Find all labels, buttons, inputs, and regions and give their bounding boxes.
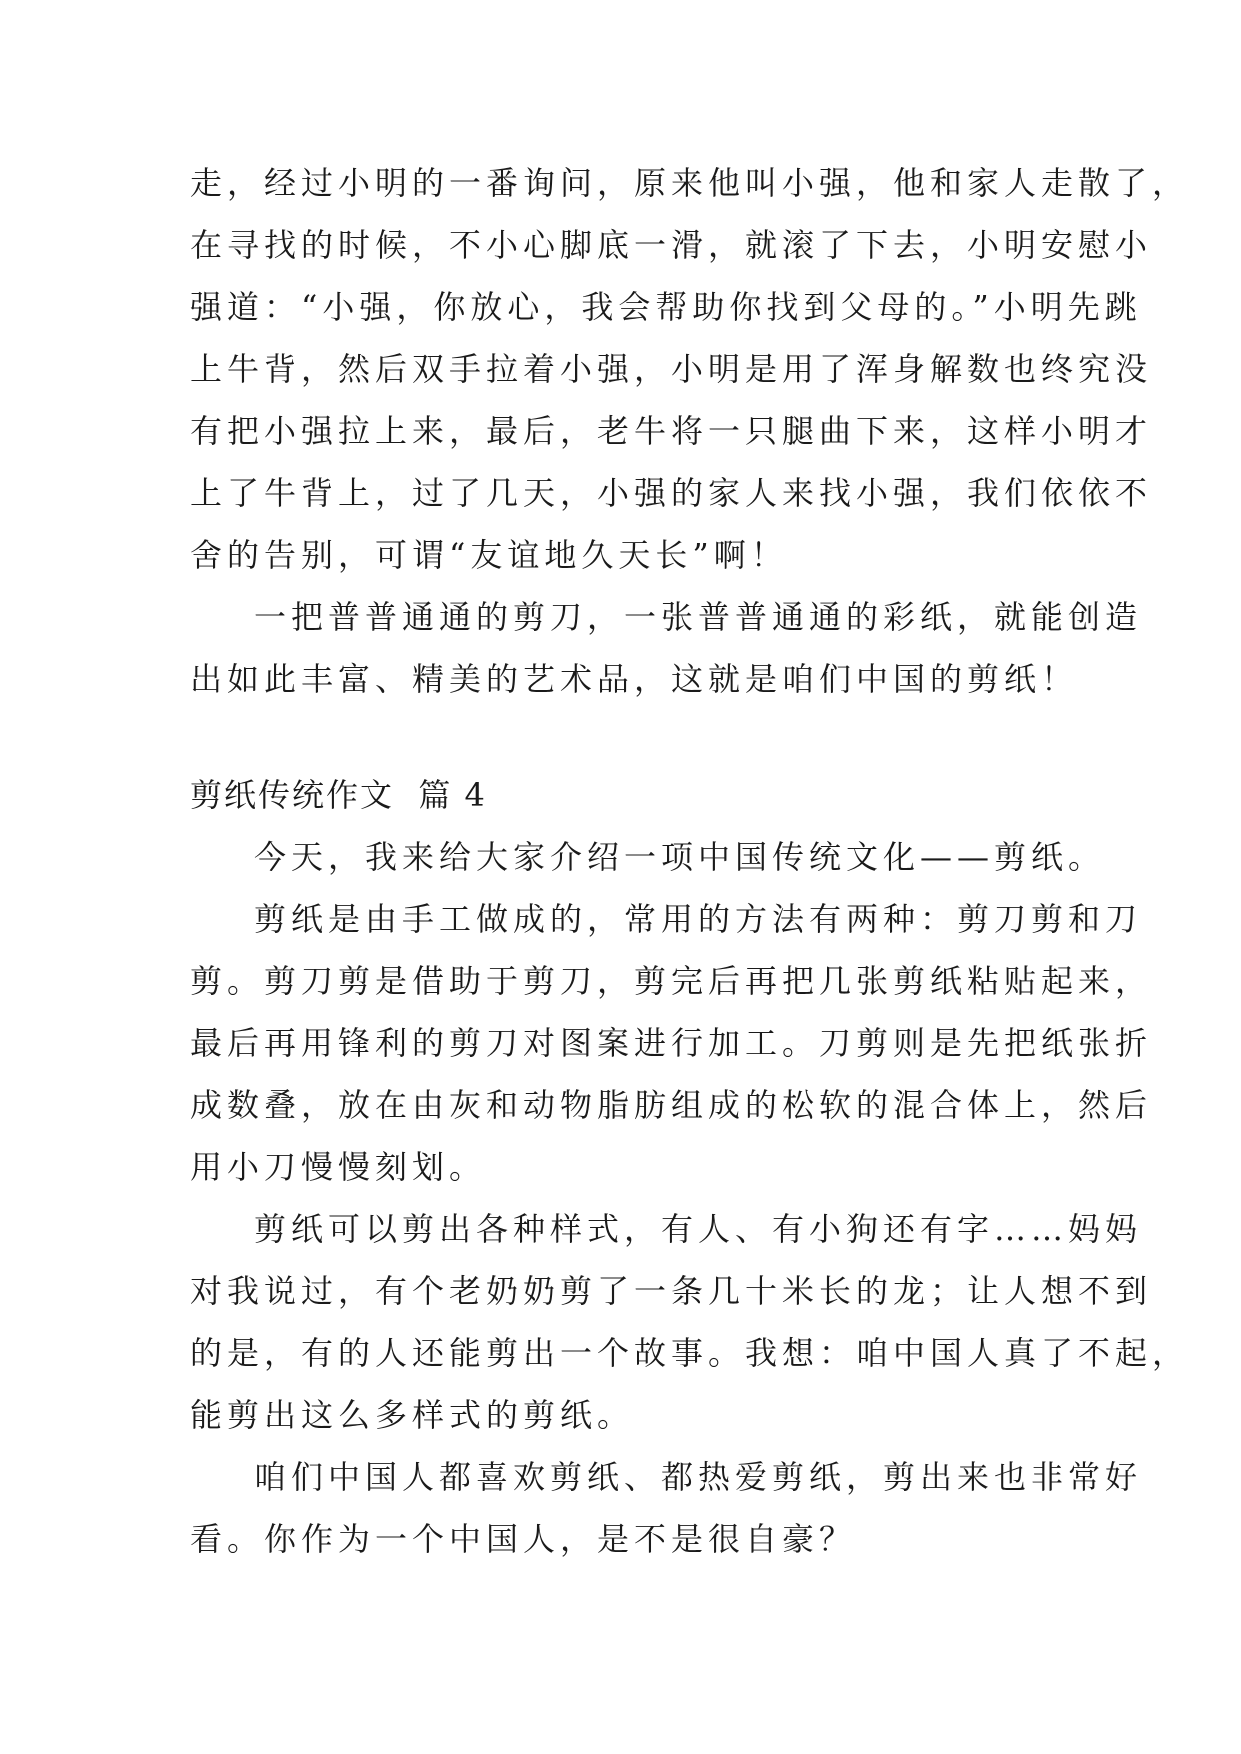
paragraph-f-line: 看。你作为一个中国人，是不是很自豪？: [190, 1520, 857, 1558]
paragraph-b-line: 出如此丰富、精美的艺术品，这就是咱们中国的剪纸！: [190, 660, 1079, 698]
paragraph-f-line: 咱们中国人都喜欢剪纸、都热爱剪纸，剪出来也非常好: [254, 1458, 1143, 1496]
paragraph-a-line: 有把小强拉上来，最后，老牛将一只腿曲下来，这样小明才: [190, 412, 1153, 450]
paragraph-e-line: 剪纸可以剪出各种样式，有人、有小狗还有字……妈妈: [254, 1210, 1143, 1248]
paragraph-a-line: 走，经过小明的一番询问，原来他叫小强，他和家人走散了，: [190, 164, 1190, 202]
paragraph-d-line: 剪纸是由手工做成的，常用的方法有两种：剪刀剪和刀: [254, 900, 1143, 938]
paragraph-a-line: 上牛背，然后双手拉着小强，小明是用了浑身解数也终究没: [190, 350, 1153, 388]
paragraph-e-line: 的是，有的人还能剪出一个故事。我想：咱中国人真了不起，: [190, 1334, 1190, 1372]
section-title: 剪纸传统作文 篇 4: [190, 776, 487, 814]
paragraph-d-line: 最后再用锋利的剪刀对图案进行加工。刀剪则是先把纸张折: [190, 1024, 1153, 1062]
paragraph-a-line: 舍的告别，可谓“友谊地久天长”啊！: [190, 536, 788, 574]
paragraph-e-line: 对我说过，有个老奶奶剪了一条几十米长的龙；让人想不到: [190, 1272, 1153, 1310]
paragraph-c-line: 今天，我来给大家介绍一项中国传统文化——剪纸。: [254, 838, 1106, 876]
paragraph-b-line: 一把普普通通的剪刀，一张普普通通的彩纸，就能创造: [254, 598, 1143, 636]
paragraph-e-line: 能剪出这么多样式的剪纸。: [190, 1396, 635, 1434]
paragraph-a-line: 在寻找的时候，不小心脚底一滑，就滚了下去，小明安慰小: [190, 226, 1153, 264]
paragraph-a-line: 上了牛背上，过了几天，小强的家人来找小强，我们依依不: [190, 474, 1153, 512]
paragraph-d-line: 剪。剪刀剪是借助于剪刀，剪完后再把几张剪纸粘贴起来，: [190, 962, 1153, 1000]
paragraph-d-line: 成数叠，放在由灰和动物脂肪组成的松软的混合体上，然后: [190, 1086, 1153, 1124]
paragraph-a-line: 强道：“小强，你放心，我会帮助你找到父母的。”小明先跳: [190, 288, 1142, 326]
paragraph-d-line: 用小刀慢慢刻划。: [190, 1148, 487, 1186]
